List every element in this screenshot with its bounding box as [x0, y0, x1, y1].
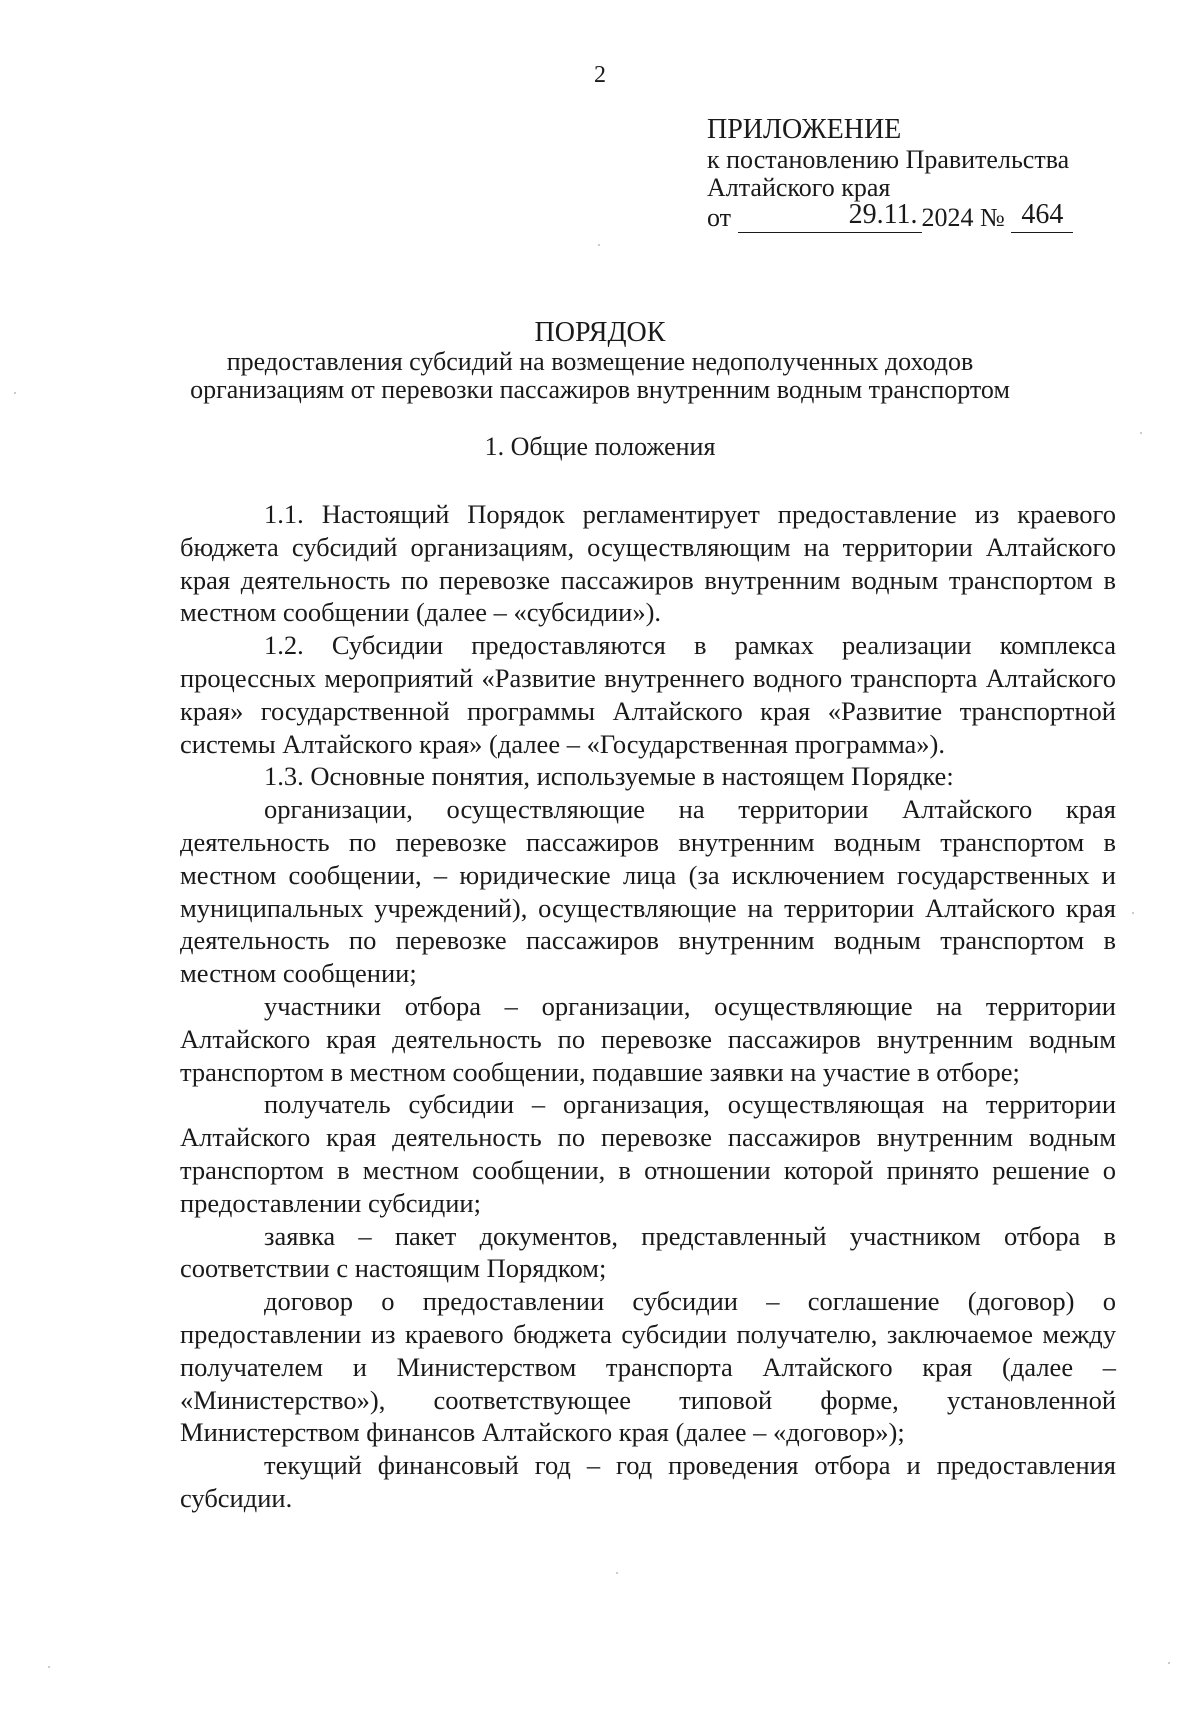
paragraph-1-2: 1.2. Субсидии предоставляются в рамках реализации комплекса процессных мероприятий «Развитие внутреннего водного транспорта Алтайского края» государственной программы Алтайского края «Развитие транспортной системы Алтайского края» (далее – «Государственная программа»).	[180, 630, 1116, 759]
number-label: №	[980, 203, 1005, 232]
definition-application: заявка – пакет документов, представленный участником отбора в соответствии с настоящим Порядком;	[180, 1220, 1116, 1284]
appendix-line-1: к постановлению Правительства	[707, 145, 1070, 174]
subtitle-line-2: организациям от перевозки пассажиров внутренним водным транспортом	[190, 375, 1010, 404]
appendix-line-2: Алтайского края	[707, 173, 891, 202]
definition-agreement: договор о предоставлении субсидии – соглашение (договор) о предоставлении из краевого бюджета субсидии получателю, заключаемое между получателем и Министерством транспорта Алтайского края (далее – «Министерство»), соответствующее типовой форме, установленной Министерством финансов Алтайского края (далее – «договор»);	[180, 1286, 1116, 1448]
from-label: от	[707, 203, 732, 232]
document-body	[180, 498, 1116, 1515]
number-blank	[1011, 199, 1073, 233]
appendix-title: ПРИЛОЖЕНИЕ	[707, 114, 902, 145]
document-title: ПОРЯДОК	[534, 317, 666, 348]
definition-recipient: получатель субсидии – организация, осуществляющая на территории Алтайского края деятельность по перевозке пассажиров внутренним водным транспортом в местном сообщении, в отношении которой принято решение о предоставлении субсидии;	[180, 1089, 1116, 1218]
paragraph-1-3: 1.3. Основные понятия, используемые в настоящем Порядке:	[264, 761, 954, 792]
section-heading: 1. Общие положения	[484, 432, 716, 461]
subtitle-line-1: предоставления субсидий на возмещение недополученных доходов	[226, 347, 974, 376]
appendix-date-line	[707, 199, 1147, 233]
date-blank	[738, 199, 922, 233]
handwritten-number: 464	[1021, 199, 1064, 230]
definition-participants: участники отбора – организации, осуществляющие на территории Алтайского края деятельность по перевозке пассажиров внутренним водным транспортом в местном сообщении, подавшие заявки на участие в отборе;	[180, 990, 1116, 1087]
handwritten-date: 29.11.	[848, 199, 918, 230]
appendix-block	[707, 114, 1147, 233]
document-subtitle	[150, 348, 1050, 404]
definition-organizations: организации, осуществляющие на территории Алтайского края деятельность по перевозке пассажиров внутренним водным транспортом в местном сообщении, – юридические лица (за исключением государственных и муниципальных учреждений), осуществляющие на территории Алтайского края деятельность по перевозке пассажиров внутренним водным транспортом в местном сообщении;	[180, 794, 1116, 989]
paragraph-1-1: 1.1. Настоящий Порядок регламентирует предоставление из краевого бюджета субсидий организациям, осуществляющим на территории Алтайского края деятельность по перевозке пассажиров внутренним водным транспортом в местном сообщении (далее – «субсидии»).	[180, 499, 1116, 628]
year: 2024	[921, 203, 974, 232]
definition-financial-year: текущий финансовый год – год проведения отбора и предоставления субсидии.	[180, 1450, 1116, 1513]
page-number: 2	[594, 62, 606, 88]
